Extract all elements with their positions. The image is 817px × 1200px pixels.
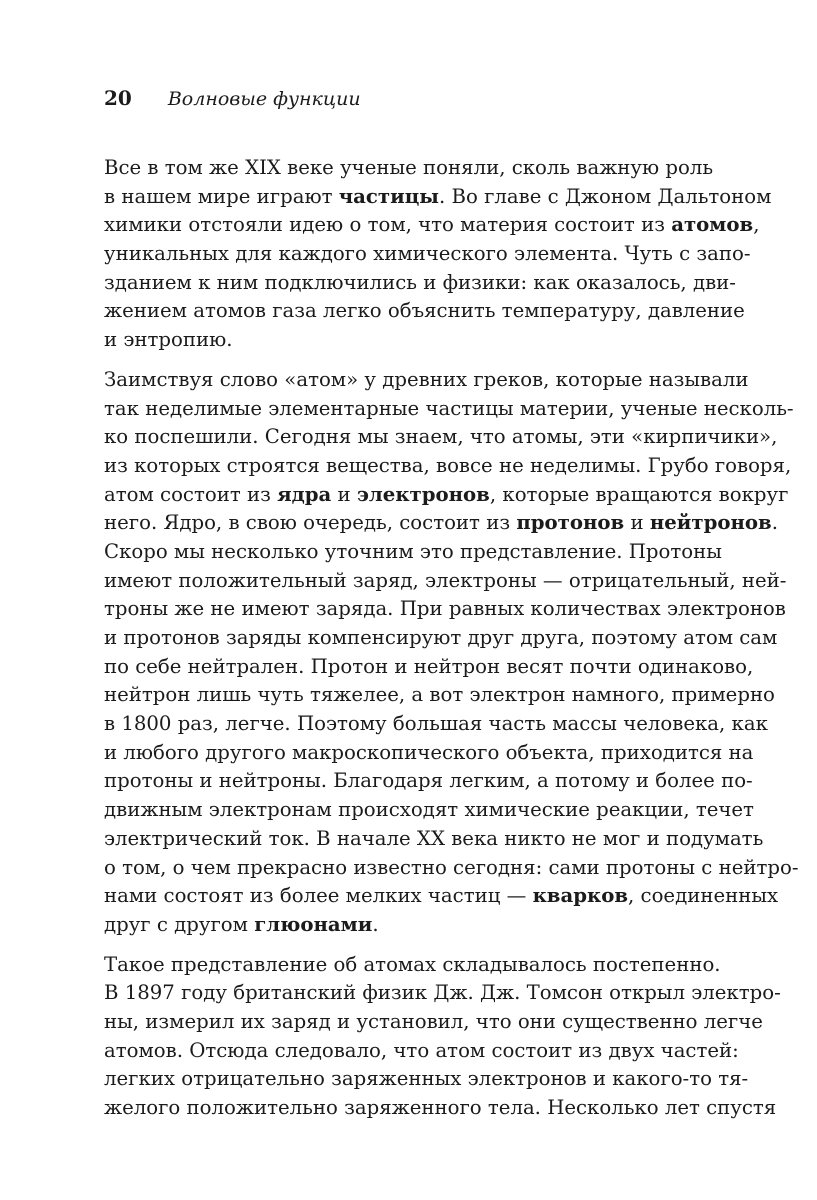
text-line: Такое представление об атомах складывалось постепенно. <box>104 952 721 976</box>
paragraph <box>104 951 781 1123</box>
text-line: по себе нейтрален. Протон и нейтрон весят почти одинаково, <box>104 654 754 678</box>
text-line: химики отстояли идею о том, что материя состоит из атомов, <box>104 213 760 237</box>
text-line: и протонов заряды компенсируют друг друга, поэтому атом сам <box>104 626 778 649</box>
text-line: нами состоят из более мелких частиц — кварков, соединенных <box>104 884 779 908</box>
bold-term: кварков <box>532 884 629 908</box>
bold-term: нейтронов <box>649 511 772 535</box>
text-line: электрический ток. В начале XX века никто не мог и подумать <box>104 826 764 850</box>
text-line: движным электронам происходят химические реакции, течет <box>104 798 754 822</box>
text-line: Все в том же XIX веке ученые поняли, сколь важную роль <box>104 156 714 179</box>
text-line: из которых строятся вещества, вовсе не неделимы. Грубо говоря, <box>104 453 792 477</box>
text-line: нейтрон лишь чуть тяжелее, а вот электрон намного, примерно <box>104 683 775 707</box>
bold-term: электронов <box>356 482 490 506</box>
text-line: легких отрицательно заряженных электронов и какого-то тя- <box>104 1067 749 1091</box>
paragraph <box>104 366 799 940</box>
text-line: ны, измерил их заряд и установил, что они существенно легче <box>104 1009 763 1033</box>
text-line: друг с другом глюонами. <box>104 912 379 936</box>
page-number: 20 <box>104 86 132 110</box>
text-line: уникальных для каждого химического элемента. Чуть с запо- <box>104 242 751 266</box>
text-line: в нашем мире играют частицы. Во главе с Джоном Дальтоном <box>104 184 772 208</box>
text-line: о том, о чем прекрасно известно сегодня: сами протоны с нейтро- <box>104 855 799 879</box>
text-line: жением атомов газа легко объяснить температуру, давление <box>104 299 745 323</box>
bold-term: ядра <box>277 482 332 506</box>
body-text <box>104 154 799 1134</box>
running-title: Волновые функции <box>167 88 361 110</box>
text-line: В 1897 году британский физик Дж. Дж. Томсон открыл электро- <box>104 981 781 1005</box>
text-line: атомов. Отсюда следовало, что атом состоит из двух частей: <box>104 1038 739 1062</box>
text-line: ко поспешили. Сегодня мы знаем, что атомы, эти «кирпичики», <box>104 425 778 449</box>
text-line: и энтропию. <box>104 328 233 352</box>
text-line: так неделимые элементарные частицы материи, ученые несколь- <box>104 396 794 420</box>
paragraph <box>104 154 772 355</box>
text-line: Скоро мы несколько уточним это представление. Протоны <box>104 539 722 563</box>
text-line: Заимствуя слово «атом» у древних греков, которые называли <box>104 367 749 391</box>
bold-term: протонов <box>516 511 625 535</box>
text-line: троны же не имеют заряда. При равных количествах электронов <box>104 597 786 621</box>
running-head <box>104 86 361 116</box>
text-line: атом состоит из ядра и электронов, которые вращаются вокруг <box>104 482 789 506</box>
text-line: него. Ядро, в свою очередь, состоит из протонов и нейтронов. <box>104 511 778 535</box>
bold-term: частицы <box>338 184 439 208</box>
text-line: желого положительно заряженного тела. Несколько лет спустя <box>104 1096 777 1119</box>
text-line: в 1800 раз, легче. Поэтому большая часть массы человека, как <box>104 712 768 736</box>
bold-term: атомов <box>671 213 754 237</box>
bold-term: глюонами <box>254 912 373 936</box>
book-page <box>104 0 799 1200</box>
text-line: и любого другого макроскопического объекта, приходится на <box>104 740 754 764</box>
text-line: имеют положительный заряд, электроны — отрицательный, ней- <box>104 568 787 592</box>
text-line: зданием к ним подключились и физики: как оказалось, дви- <box>104 270 736 294</box>
text-line: протоны и нейтроны. Благодаря легким, а потому и более по- <box>104 769 753 793</box>
